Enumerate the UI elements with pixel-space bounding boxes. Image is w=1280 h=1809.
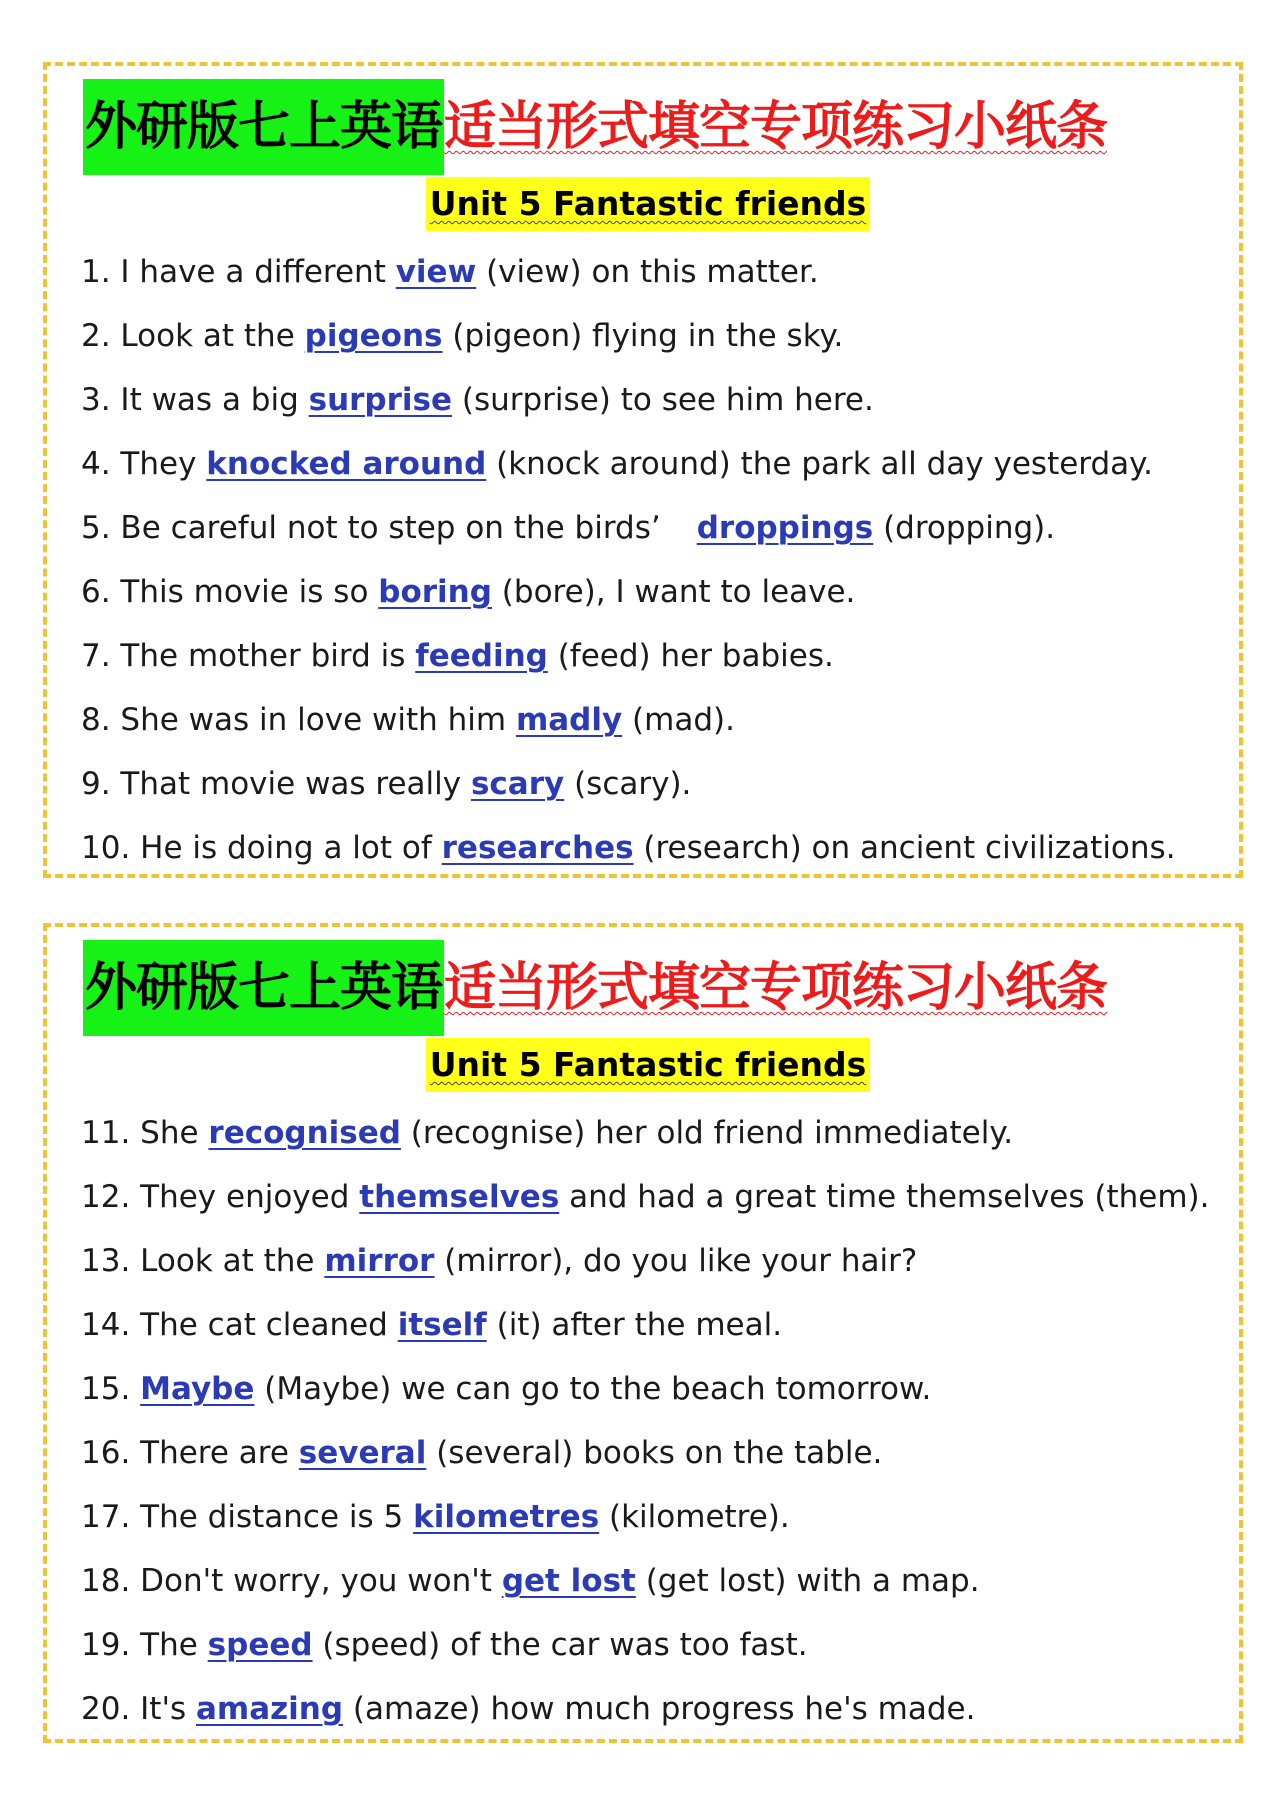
item-answer: surprise [308, 382, 453, 418]
item-text-before: 16. There are [81, 1435, 299, 1471]
item-text-after: (amaze) how much progress he's made. [343, 1691, 976, 1727]
item-text-before: 15. [81, 1371, 141, 1407]
exercise-item [81, 688, 1229, 752]
item-text-after: (dropping). [873, 510, 1056, 546]
item-text-before: 6. This movie is so [81, 574, 379, 610]
item-text-before: 2. Look at the [81, 318, 305, 354]
item-answer: speed [207, 1627, 313, 1663]
item-text-before: 11. She [81, 1115, 209, 1151]
practice-sheet-1 [43, 62, 1243, 878]
item-answer: pigeons [304, 318, 443, 354]
item-answer: get lost [501, 1563, 636, 1599]
item-text-after: (speed) of the car was too fast. [312, 1627, 808, 1663]
exercise-item [81, 1485, 1229, 1549]
exercise-item [81, 1101, 1229, 1165]
title-highlight: 外研版七上英语 [83, 940, 444, 1036]
unit-label: Unit 5 Fantastic friends [426, 1038, 871, 1092]
exercise-item [81, 624, 1229, 688]
title-highlight: 外研版七上英语 [83, 79, 444, 175]
item-text-before: 12. They enjoyed [81, 1179, 360, 1215]
item-text-before: 8. She was in love with him [81, 702, 516, 738]
exercise-item [81, 1293, 1229, 1357]
item-answer: boring [378, 574, 492, 610]
exercise-item [81, 1229, 1229, 1293]
item-text-before: 20. It's [81, 1691, 196, 1727]
item-text-before: 1. I have a different [81, 254, 396, 290]
item-answer: several [298, 1435, 427, 1471]
exercise-item [81, 1165, 1229, 1229]
unit-label: Unit 5 Fantastic friends [426, 177, 871, 231]
exercise-item [81, 1357, 1229, 1421]
item-text-after: (bore), I want to leave. [491, 574, 856, 610]
item-text-after: (mad). [622, 702, 735, 738]
exercise-list [81, 1101, 1229, 1741]
item-text-after: (get lost) with a map. [635, 1563, 980, 1599]
exercise-item [81, 816, 1229, 880]
item-text-before: 4. They [81, 446, 207, 482]
item-text-before: 19. The [81, 1627, 208, 1663]
exercise-item [81, 304, 1229, 368]
item-answer: amazing [195, 1691, 344, 1727]
item-answer: itself [397, 1307, 487, 1343]
exercise-item [81, 240, 1229, 304]
item-text-after: (it) after the meal. [486, 1307, 783, 1343]
item-answer: knocked around [206, 446, 487, 482]
item-text-before: 9. That movie was really [81, 766, 471, 802]
exercise-item [81, 1549, 1229, 1613]
item-answer: kilometres [413, 1499, 600, 1535]
item-text-before: 5. Be careful not to step on the birds’ [81, 510, 661, 546]
item-answer: scary [470, 766, 565, 802]
item-answer: madly [515, 702, 623, 738]
exercise-item [81, 560, 1229, 624]
item-answer: droppings [696, 510, 874, 546]
item-text-after: (several) books on the table. [426, 1435, 883, 1471]
item-text-before: 7. The mother bird is [81, 638, 416, 674]
item-text-before: 18. Don't worry, you won't [81, 1563, 502, 1599]
exercise-item [81, 1613, 1229, 1677]
item-text-after: (surprise) to see him here. [452, 382, 874, 418]
exercise-item [81, 496, 1229, 560]
item-text-after: (scary). [564, 766, 692, 802]
item-text-after: (Maybe) we can go to the beach tomorrow. [254, 1371, 932, 1407]
item-text-after: (research) on ancient civilizations. [633, 830, 1176, 866]
item-answer: feeding [415, 638, 548, 674]
item-text-after: (pigeon) flying in the sky. [442, 318, 844, 354]
item-text-before: 17. The distance is 5 [81, 1499, 414, 1535]
sheet-title [83, 79, 1107, 175]
exercise-list [81, 240, 1229, 880]
item-text-before: 3. It was a big [81, 382, 309, 418]
exercise-item [81, 752, 1229, 816]
item-answer: researches [441, 830, 634, 866]
item-answer: themselves [359, 1179, 560, 1215]
item-answer: recognised [208, 1115, 401, 1151]
item-text-after: (view) on this matter. [476, 254, 819, 290]
item-answer: Maybe [140, 1371, 255, 1407]
item-text-after: (recognise) her old friend immediately. [400, 1115, 1014, 1151]
item-text-after: (kilometre). [599, 1499, 790, 1535]
item-text-before: 13. Look at the [81, 1243, 325, 1279]
sheet-title [83, 940, 1107, 1036]
exercise-item [81, 368, 1229, 432]
item-text-before: 10. He is doing a lot of [81, 830, 442, 866]
item-text-after: (feed) her babies. [547, 638, 834, 674]
item-answer: view [395, 254, 477, 290]
title-subtitle: 适当形式填空专项练习小纸条 [444, 97, 1108, 157]
title-subtitle: 适当形式填空专项练习小纸条 [444, 958, 1108, 1018]
item-text-after: (knock around) the park all day yesterday. [486, 446, 1153, 482]
item-text-after: and had a great time themselves (them). [559, 1179, 1210, 1215]
item-text-before: 14. The cat cleaned [81, 1307, 398, 1343]
exercise-item [81, 1677, 1229, 1741]
practice-sheet-2 [43, 923, 1243, 1743]
exercise-item [81, 432, 1229, 496]
item-answer: mirror [324, 1243, 435, 1279]
item-text-after: (mirror), do you like your hair? [434, 1243, 918, 1279]
exercise-item [81, 1421, 1229, 1485]
